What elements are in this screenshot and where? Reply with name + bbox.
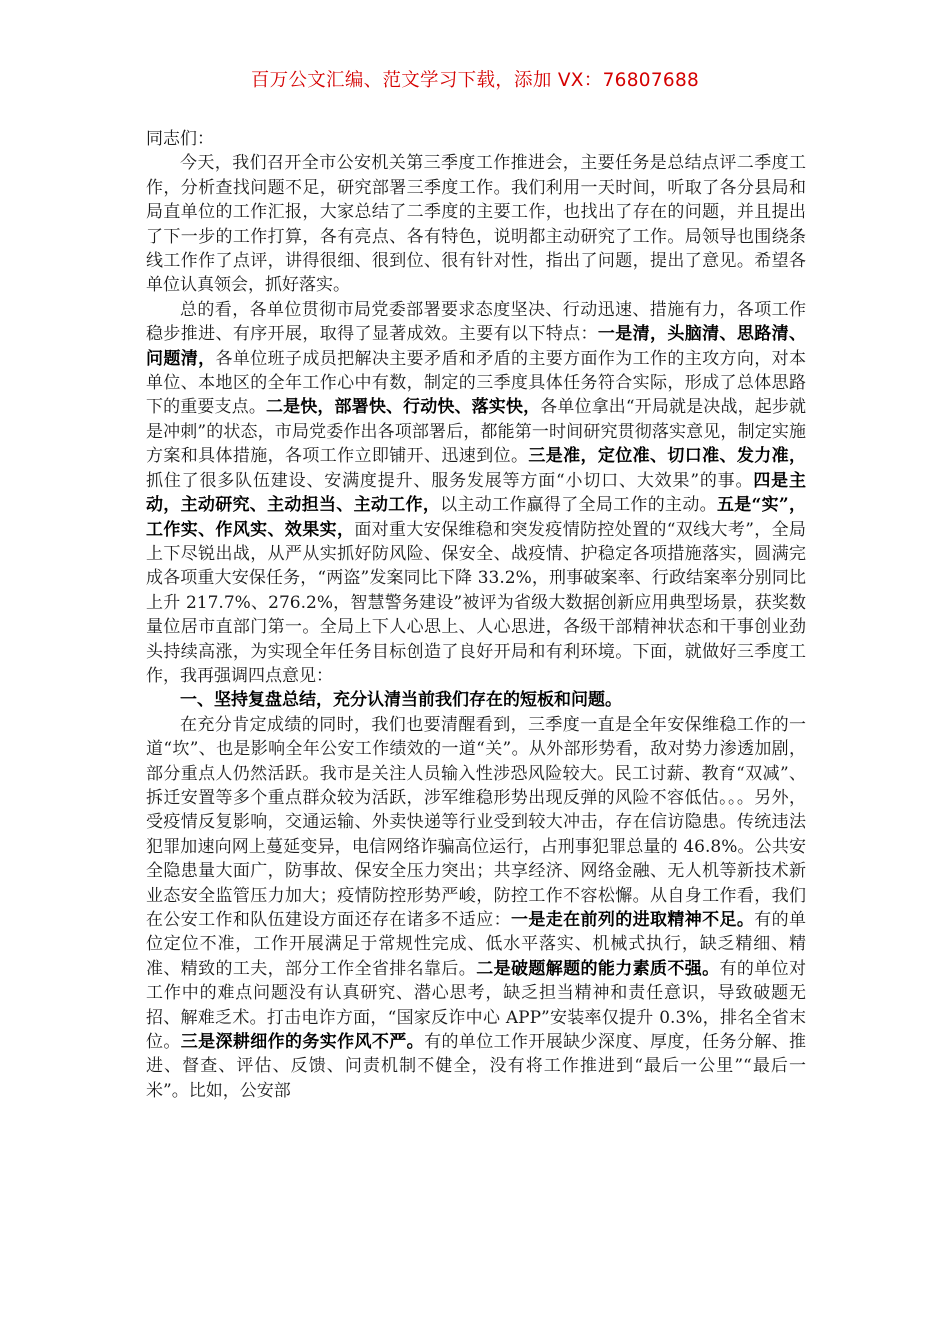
heading-text-1: 一、坚持复盘总结，充分认清当前我们存在的短板和问题。 [180,690,622,711]
paragraph-intro: 今天，我们召开全市公安机关第三季度工作推进会，主要任务是总结点评二季度工作，分析查找问题不足，研究部署三季度工作。我们利用一天时间，听取了各分县局和局直单位的工作汇报，大家总结了二季度的主要工作，也找出了存在的问题，并且提出了下一步的工作打算，各有亮点、各有特色，说明都主动研究了工作。局领导也围绕条线工作作了点评，讲得很细、很到位、很有针对性，指出了问题，提出了意见。希望各单位认真领会，抓好落实。 [146,153,806,296]
highlight-zhudong: 四是主动，主动研究、主动担当、主动工作， [146,470,806,516]
summary-text-3: 各单位拿出“开局就是决战，起步就是冲刺”的状态，市局党委作出各项部署后，都能第一时间研究贯彻落实意见，制定实施方案和具体措施，各项工作立即铺开、迅速到位。 [146,397,806,467]
problem-1-heading: 一是走在前列的进取精神不足。 [510,910,755,930]
paragraph-problems [146,713,806,1104]
section-heading-1 [146,688,806,712]
summary-text-1: 总的看，各单位贯彻市局党委部署要求态度坚决、行动迅速、措施有力，各项工作稳步推进、有序开展，取得了显著成效。主要有以下特点： [146,299,806,345]
highlight-shi: 五是“实”，工作实、作风实、效果实， [146,495,807,540]
salutation: 同志们： [146,129,214,149]
summary-text-5: 以主动工作赢得了全局工作的主动。 [440,495,717,516]
highlight-zhun: 三是准，定位准、切口准、发力准， [528,446,807,467]
problem-2-heading: 二是破题解题的能力素质不强。 [476,958,720,979]
document-body [146,127,806,1103]
problems-text-2: 有的单位定位不准，工作开展满足于常规性完成、低水平落实、机械式执行，缺乏精细、精准、精致的工夫，部分工作全省排名靠后。 [146,910,807,979]
problems-text-3: 有的单位对工作中的难点问题没有认真研究、潜心思考，缺乏担当精神和责任意识，导致破题无招、解难乏术。打击电诈方面，“国家反诈中心 APP”安装率仅提升 0.3%，排名全省末位。 [146,958,807,1053]
summary-text-2: 各单位班子成员把解决主要矛盾和矛盾的主要方面作为工作的主攻方向，对本单位、本地区的全年工作心中有数，制定的三季度具体任务符合实际，形成了总体思路下的重要支点。 [146,348,807,418]
problems-text-1: 在充分肯定成绩的同时，我们也要清醒看到，三季度一直是全年安保维稳工作的一道“坎”、也是影响全年公安工作绩效的一道“关”。从外部形势看，敌对势力渗透加剧，部分重点人仍然活跃。我市是关注人员输入性涉恐风险较大。民工讨薪、教育“双减”、拆迁安置等多个重点群众较为活跃，涉军维稳形势出现反弹的风险不容低估。。。另外，受疫情反复影响，交通运输、外卖快递等行业受到较大冲击，存在信访隐患。传统违法犯罪加速向网上蔓延变异，电信网络诈骗高位运行，占刑事犯罪总量的 46.8%。公共安全隐患量大面广，防事故、保安全压力突出；共享经济、网络金融、无人机等新技术新业态安全监管压力加大；疫情防控形势严峻，防控工作不容松懈。从自身工作看，我们在公安工作和队伍建设方面还存在诸多不适应： [146,714,806,930]
problems-text-4: 有的单位工作开展缺少深度、厚度，任务分解、推进、督查、评估、反馈、问责机制不健全，没有将工作推进到“最后一公里”“最后一米”。比如，公安部 [146,1032,807,1101]
summary-text-4: 抓住了很多队伍建设、安满度提升、服务发展等方面“小切口、大效果”的事。 [146,470,754,491]
highlight-kuai: 二是快，部署快、行动快、落实快， [265,397,541,418]
problem-3-heading: 三是深耕细作的务实作风不严。 [180,1032,425,1053]
watermark-banner: 百万公文汇编、范文学习下载，添加 VX：76807688 [250,70,700,91]
highlight-qing: 一是清，头脑清、思路清、问题清， [146,324,807,369]
summary-text-6: 面对重大安保维稳和突发疫情防控处置的“双线大考”，全局上下尽锐出战，从严从实抓好防风险、保安全、战疫情、护稳定各项措施落实，圆满完成各项重大安保任务，“两盗”发案同比下降 33.2%，刑事破案率、行政结案率分别同比上升 217.7%、276.2%，智慧警务建设”被评为省级大数据创新应用典型场景，获奖数量位居市直部门第一。全局上下人心思上、人心思进，各级干部精神状态和干事创业劲头持续高涨，为实现全年任务目标创造了良好开局和有利环境。下面，就做好三季度工作，我再强调四点意见： [146,519,807,686]
paragraph-summary [146,298,806,689]
